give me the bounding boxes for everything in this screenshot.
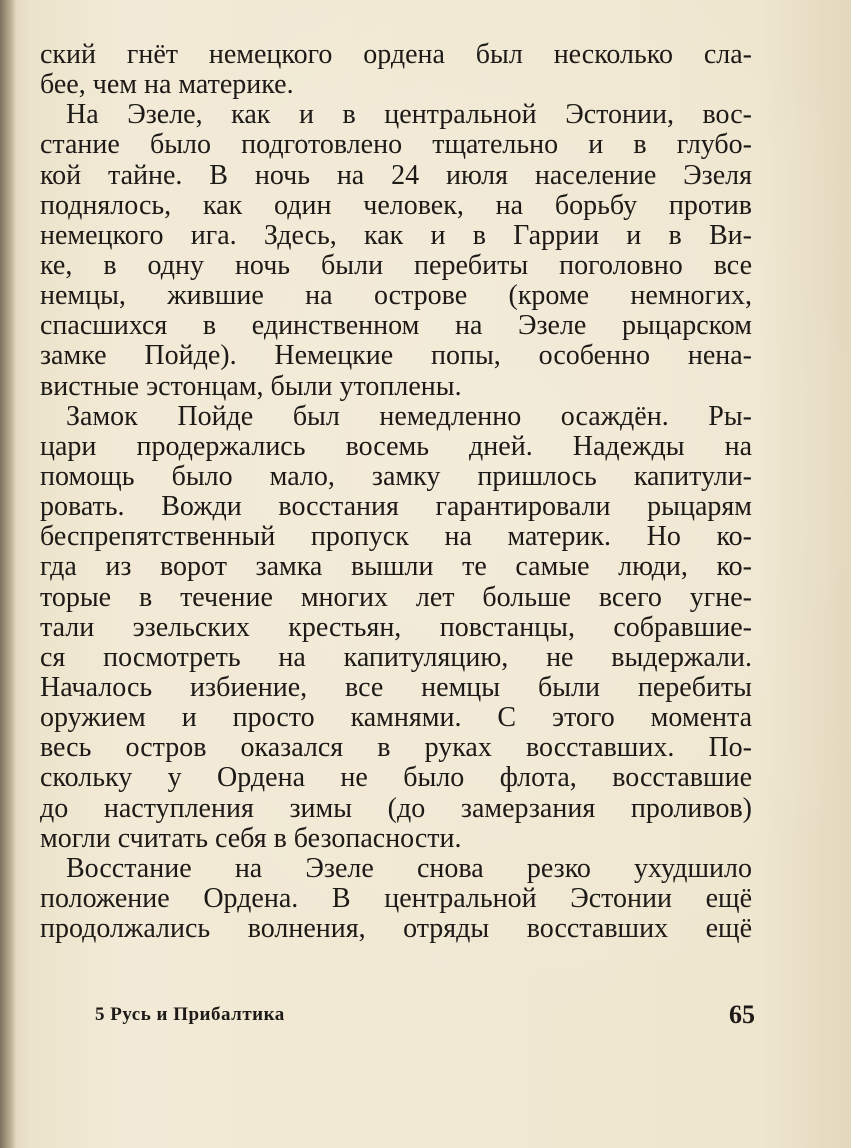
text-line: могли считать себя в безопасности. [40, 823, 462, 854]
text-line: немецкого ига. Здесь, как и в Гаррии и в Ви- [40, 220, 752, 251]
text-line: тали эзельских крестьян, повстанцы, собравшие- [40, 612, 752, 643]
page-footer [95, 1000, 755, 1034]
text-line: положение Ордена. В центральной Эстонии ещё [40, 883, 752, 914]
page-number: 65 [729, 1000, 755, 1029]
text-line: Восстание на Эзеле снова резко ухудшило [66, 853, 752, 884]
text-line: беспрепятственный пропуск на материк. Но ко- [40, 522, 752, 553]
text-line: торые в течение многих лет больше всего угне- [40, 582, 752, 613]
text-line: скольку у Ордена не было флота, восставшие [40, 763, 752, 794]
text-line: гда из ворот замка вышли те самые люди, ко- [40, 552, 752, 583]
text-line: Замок Пойде был немедленно осаждён. Ры- [66, 401, 752, 432]
text-line: немцы, жившие на острове (кроме немногих, [40, 281, 752, 312]
text-line: ся посмотреть на капитуляцию, не выдержали. [40, 642, 752, 673]
text-line: ровать. Вожди восстания гарантировали рыцарям [40, 492, 752, 523]
text-line: спасшихся в единственном на Эзеле рыцарском [40, 311, 752, 342]
text-line: Началось избиение, все немцы были перебиты [40, 672, 752, 703]
text-line: ский гнёт немецкого ордена был несколько сла- [40, 40, 752, 70]
signature-mark: 5 Русь и Прибалтика [95, 1004, 285, 1025]
text-line: ке, в одну ночь были перебиты поголовно все [40, 250, 752, 281]
text-line: На Эзеле, как и в центральной Эстонии, вос- [66, 100, 752, 131]
text-line: стание было подготовлено тщательно и в глубо- [40, 130, 752, 161]
text-line: замке Пойде). Немецкие попы, особенно нена- [40, 341, 752, 372]
text-line: помощь было мало, замку пришлось капитули- [40, 461, 752, 492]
text-line: кой тайне. В ночь на 24 июля население Эзеля [40, 160, 752, 191]
text-line: цари продержались восемь дней. Надежды на [40, 431, 752, 462]
text-line: продолжались волнения, отряды восставших ещё [40, 914, 752, 945]
text-line: поднялось, как один человек, на борьбу против [40, 190, 752, 221]
text-line: до наступления зимы (до замерзания проливов) [40, 793, 752, 824]
text-line: оружием и просто камнями. С этого момента [40, 703, 752, 734]
body-text [40, 40, 752, 944]
book-spine-shadow [0, 0, 16, 1148]
text-line: весь остров оказался в руках восставших. По- [40, 733, 752, 764]
text-line: вистные эстонцам, были утоплены. [40, 371, 462, 402]
text-line: бее, чем на материке. [40, 70, 294, 101]
